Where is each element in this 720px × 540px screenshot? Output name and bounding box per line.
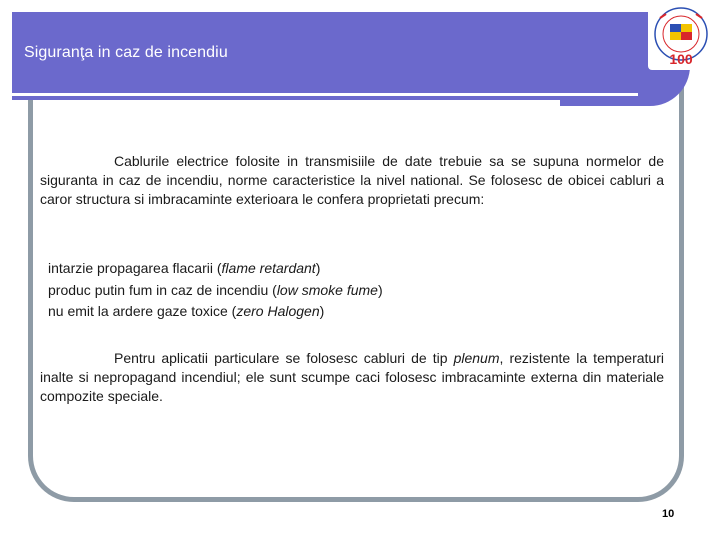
body-text xyxy=(40,152,664,209)
logo xyxy=(648,4,714,70)
list-item: nu emit la ardere gaze toxice (zero Halogen) xyxy=(48,303,325,319)
slide-title: Siguranţa in caz de incendiu xyxy=(24,44,228,61)
list-item: produc putin fum in caz de incendiu (low smoke fume) xyxy=(48,281,383,298)
title-underline xyxy=(12,93,638,96)
paragraph-2: Pentru aplicatii particulare se folosesc cabluri de tip plenum, rezistente la temperaturi inalte si nepropagand incendiul; ele sunt scumpe caci folosesc imbracaminte externa din materiale compozite speciale. xyxy=(40,350,664,404)
properties-list xyxy=(48,258,383,323)
logo-emblem-icon xyxy=(648,4,714,70)
paragraph-1: Cablurile electrice folosite in transmisiile de date trebuie sa se supuna normelor de siguranta in caz de incendiu, norme caracteristice la nivel national. Se folosesc de obicei cabluri a caror structura si imbracaminte exterioara le confera proprietati precum: xyxy=(40,153,664,207)
logo-number: 100 xyxy=(669,51,693,67)
list-item: intarzie propagarea flacarii (flame retardant) xyxy=(48,260,321,276)
page-number: 10 xyxy=(662,508,675,520)
